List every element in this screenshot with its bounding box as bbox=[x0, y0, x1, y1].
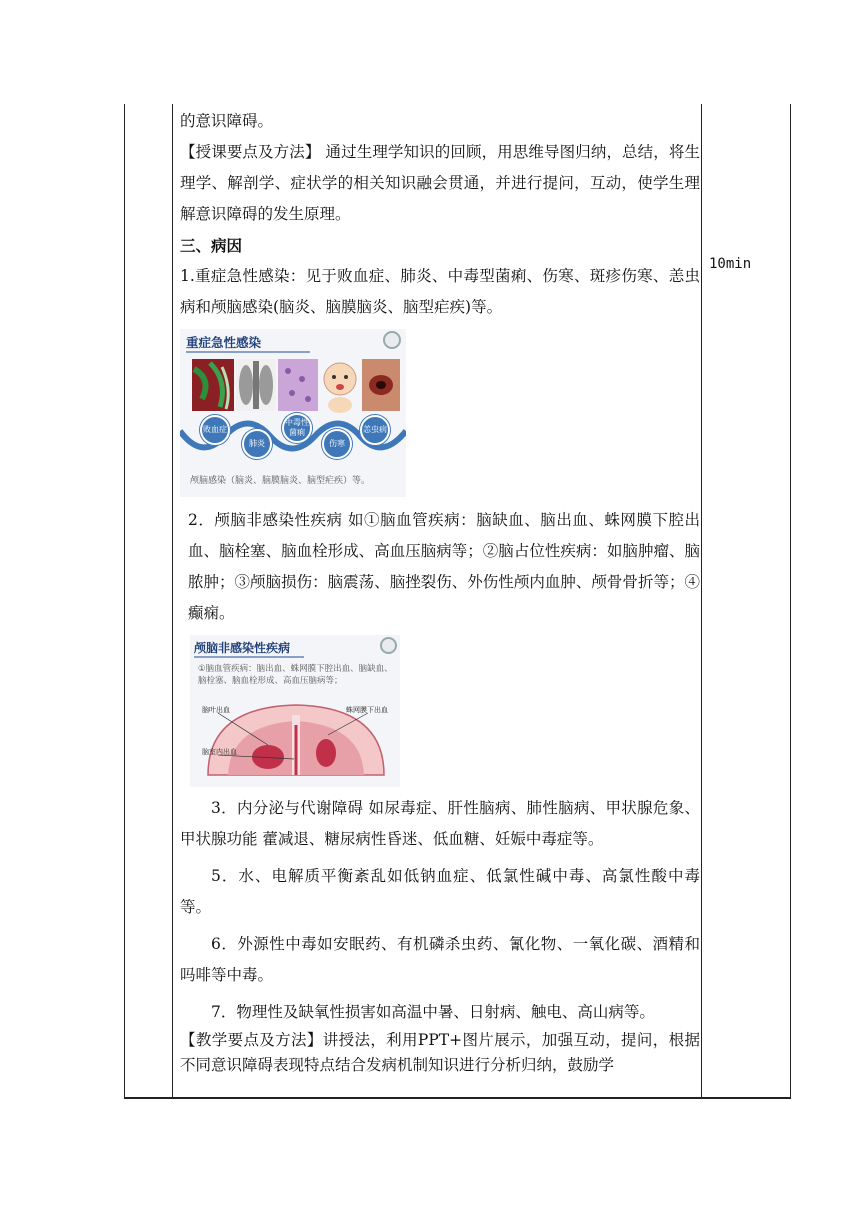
slide-acute-infection bbox=[180, 329, 406, 497]
logo-badge-icon bbox=[383, 331, 401, 349]
paragraph-intro: 的意识障碍。 bbox=[180, 112, 274, 130]
label-lobar-hemorrhage: 脑叶出血 bbox=[202, 706, 230, 714]
cause-item-2: 2．颅脑非感染性疾病 如①脑血管疾病：脑缺血、脑出血、蛛网膜下腔出血、脑栓塞、脑血栓形成、高血压脑病等；②脑占位性疾病：如脑肿瘤、脑脓肿；③颅脑损伤：脑震荡、脑挫裂伤、外伤性颅内血肿、颅骨骨折等；④癫痫。 bbox=[188, 511, 700, 622]
time-cell: 10min bbox=[709, 256, 752, 272]
table-divider-col1 bbox=[172, 104, 173, 1098]
cause-item-1: 1.重症急性感染：见于败血症、肺炎、中毒型菌痢、伤寒、斑疹伤寒、恙虫病和颅脑感染(脑炎、脑膜脑炎、脑型疟疾)等。 bbox=[180, 267, 700, 316]
table-border-left bbox=[124, 104, 125, 1098]
teaching-method: 【教学要点及方法】讲授法，利用PPT+图片展示，加强互动，提问，根据不同意识障碍表现特点结合发病机制知识进行分析归纳，鼓励学 bbox=[180, 1031, 700, 1074]
label-subarachnoid-hemorrhage: 蛛网膜下出血 bbox=[346, 706, 388, 714]
slide1-title-rule bbox=[186, 351, 310, 353]
node-scrub-typhus: 恙虫病 bbox=[360, 415, 390, 445]
slide2-title: 颅脑非感染性疾病 bbox=[194, 641, 291, 655]
slide1-caption: 颅脑感染（脑炎、脑膜脑炎、脑型疟疾）等。 bbox=[190, 476, 371, 486]
section-title: 三、病因 bbox=[180, 236, 243, 255]
cause-item-3: 3．内分泌与代谢障碍 如尿毒症、肝性脑病、肺性脑病、甲状腺危象、甲状腺功能 藿减退、糖尿病性昏迷、低血糖、妊娠中毒症等。 bbox=[180, 799, 700, 848]
slide2-text: ①脑血管疾病：脑出血、蛛网膜下腔出血、脑缺血、脑栓塞、脑血栓形成、高血压脑病等； bbox=[198, 664, 393, 686]
slide2-title-rule bbox=[194, 656, 304, 658]
cause-item-6: 6．外源性中毒如安眠药、有机磷杀虫药、氰化物、一氧化碳、酒精和吗啡等中毒。 bbox=[180, 935, 700, 984]
paragraph-method bbox=[180, 137, 700, 230]
node-typhoid: 伤寒 bbox=[322, 429, 352, 459]
table-border-bottom bbox=[124, 1097, 791, 1099]
logo-badge-icon bbox=[380, 637, 397, 654]
content-column bbox=[180, 106, 700, 1078]
method-label: 【授课要点及方法】 bbox=[180, 143, 321, 161]
chest-xray-image bbox=[236, 359, 276, 411]
culture-image bbox=[278, 359, 318, 411]
node-sepsis: 败血症 bbox=[200, 415, 230, 445]
cause-item-5: 5．水、电解质平衡紊乱如低钠血症、低氯性碱中毒、高氯性酸中毒等。 bbox=[180, 867, 700, 916]
slide-noninfectious bbox=[190, 635, 400, 787]
slide1-title: 重症急性感染 bbox=[186, 335, 262, 350]
table-divider-col2 bbox=[701, 104, 702, 1098]
label-ventricular-hemorrhage: 脑室内出血 bbox=[202, 748, 237, 756]
method-text: 通过生理学知识的回顾，用思维导图归纳，总结，将生理学、解剖学、症状学的相关知识融会贯通，并进行提问，互动，使学生理解意识障碍的发生原理。 bbox=[180, 143, 700, 223]
tick-bite-image bbox=[362, 359, 400, 411]
bacteria-image bbox=[192, 359, 234, 411]
table-border-right bbox=[790, 104, 791, 1098]
node-pneumonia: 肺炎 bbox=[242, 429, 272, 459]
sick-baby-image bbox=[320, 357, 360, 413]
node-dysentery: 中毒性菌痢 bbox=[282, 413, 312, 443]
cause-item-7: 7．物理性及缺氧性损害如高温中暑、日射病、触电、高山病等。 bbox=[211, 1003, 655, 1021]
